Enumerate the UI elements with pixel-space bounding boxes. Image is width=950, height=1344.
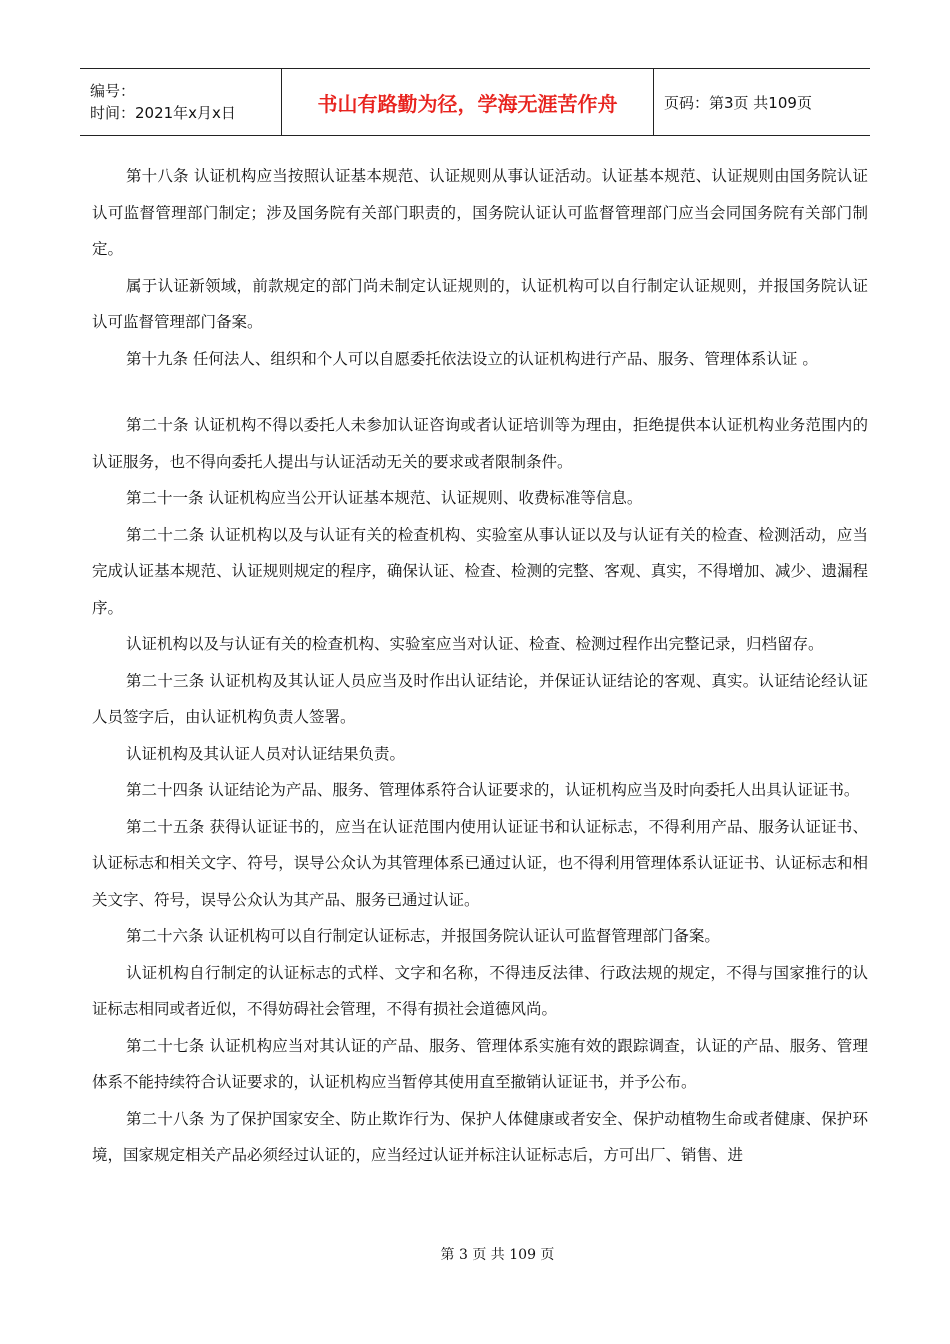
header-motto — [282, 69, 654, 135]
footer-page-number: 第 3 页 共 109 页 — [440, 1247, 555, 1263]
paragraph-article-19: 第十九条 任何法人、组织和个人可以自愿委托依法设立的认证机构进行产品、服务、管理体系认证 。 — [126, 349, 818, 368]
time-label: 时间：2021年x月x日 — [90, 104, 236, 122]
paragraph-article-18-b: 属于认证新领域，前款规定的部门尚未制定认证规则的，认证机构可以自行制定认证规则，并报国务院认证认可监督管理部门备案。 — [92, 276, 868, 331]
paragraph-article-23-b: 认证机构及其认证人员对认证结果负责。 — [126, 744, 406, 763]
paragraph-article-28: 第二十八条 为了保护国家安全、防止欺诈行为、保护人体健康或者安全、保护动植物生命或者健康、保护环境，国家规定相关产品必须经过认证的，应当经过认证并标注认证标志后，方可出厂、销售、进 — [92, 1109, 868, 1164]
paragraph-article-20: 第二十条 认证机构不得以委托人未参加认证咨询或者认证培训等为理由，拒绝提供本认证机构业务范围内的认证服务，也不得向委托人提出与认证活动无关的要求或者限制条件。 — [92, 416, 868, 471]
page-header — [80, 68, 870, 136]
paragraph-article-25: 第二十五条 获得认证证书的，应当在认证范围内使用认证证书和认证标志，不得利用产品、服务认证证书、认证标志和相关文字、符号，误导公众认为其管理体系已通过认证，也不得利用管理体系认证证书、认证标志和相关文字、符号，误导公众认为其产品、服务已通过认证。 — [92, 817, 868, 909]
header-meta — [80, 69, 282, 135]
page-footer — [0, 1244, 950, 1264]
paragraph-article-21: 第二十一条 认证机构应当公开认证基本规范、认证规则、收费标准等信息。 — [126, 489, 643, 507]
header-page-info — [654, 69, 870, 135]
paragraph-article-22: 第二十二条 认证机构以及与认证有关的检查机构、实验室从事认证以及与认证有关的检查、检测活动，应当完成认证基本规范、认证规则规定的程序，确保认证、检查、检测的完整、客观、真实，不得增加、减少、遗漏程序。 — [92, 525, 868, 617]
paragraph-article-26-b: 认证机构自行制定的认证标志的式样、文字和名称，不得违反法律、行政法规的规定，不得与国家推行的认证标志相同或者近似，不得妨碍社会管理，不得有损社会道德风尚。 — [92, 963, 868, 1018]
blank-line — [92, 377, 868, 407]
page-info-text: 页码：第3页 共109页 — [664, 93, 812, 112]
paragraph-article-26: 第二十六条 认证机构可以自行制定认证标志，并报国务院认证认可监督管理部门备案。 — [126, 927, 720, 945]
paragraph-article-27: 第二十七条 认证机构应当对其认证的产品、服务、管理体系实施有效的跟踪调查，认证的产品、服务、管理体系不能持续符合认证要求的，认证机构应当暂停其使用直至撤销认证证书，并予公布。 — [92, 1036, 868, 1091]
paragraph-article-18: 第十八条 认证机构应当按照认证基本规范、认证规则从事认证活动。认证基本规范、认证规则由国务院认证认可监督管理部门制定；涉及国务院有关部门职责的，国务院认证认可监督管理部门应当会同国务院有关部门制定。 — [92, 167, 868, 258]
paragraph-article-22-b: 认证机构以及与认证有关的检查机构、实验室应当对认证、检查、检测过程作出完整记录，归档留存。 — [126, 635, 824, 653]
motto-text: 书山有路勤为径，学海无涯苦作舟 — [317, 91, 618, 116]
document-body — [92, 158, 868, 1174]
number-label: 编号： — [90, 82, 136, 100]
paragraph-article-24: 第二十四条 认证结论为产品、服务、管理体系符合认证要求的，认证机构应当及时向委托人出具认证证书。 — [126, 781, 860, 799]
paragraph-article-23: 第二十三条 认证机构及其认证人员应当及时作出认证结论，并保证认证结论的客观、真实。认证结论经认证人员签字后，由认证机构负责人签署。 — [92, 671, 868, 726]
